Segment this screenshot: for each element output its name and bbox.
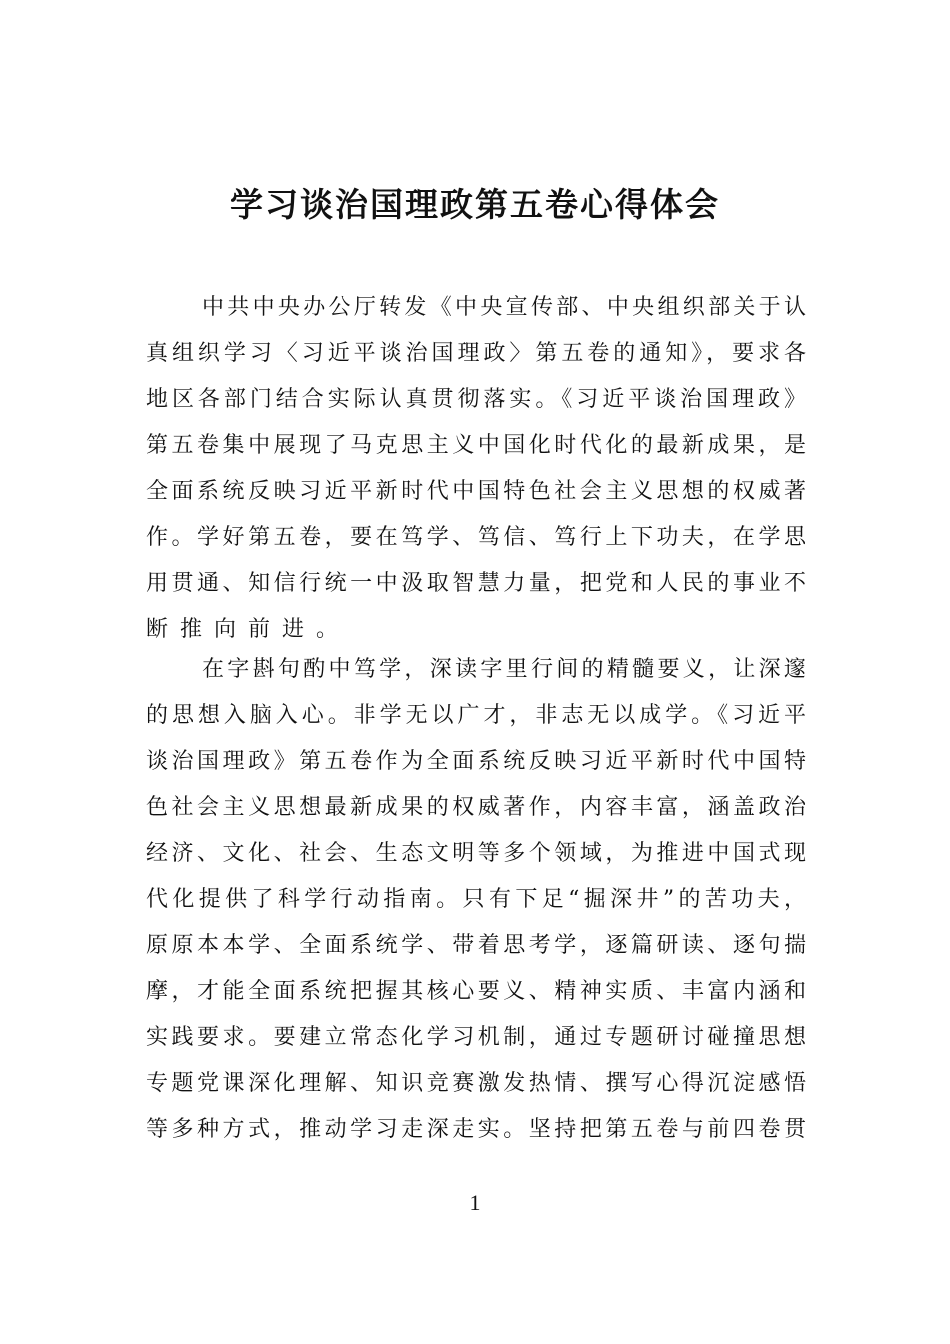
text-line: 全面系统反映习近平新时代中国特色社会主义思想的权威著 bbox=[146, 479, 806, 504]
text-line: 中共中央办公厅转发《中央宣传部、中央组织部关于认 bbox=[202, 295, 806, 320]
text-line: 专题党课深化理解、知识竞赛激发热情、撰写心得沉淀感悟 bbox=[146, 1071, 806, 1096]
text-line: 原原本本学、全面系统学、带着思考学，逐篇研读、逐句揣 bbox=[146, 933, 806, 958]
text-line: 实践要求。要建立常态化学习机制，通过专题研讨碰撞思想 bbox=[146, 1025, 806, 1050]
paragraph-2 bbox=[146, 647, 806, 1153]
page-number: 1 bbox=[469, 1190, 481, 1215]
text-line: 地区各部门结合实际认真贯彻落实。《习近平谈治国理政》 bbox=[146, 387, 806, 412]
text-line: 代化提供了科学行动指南。只有下足“掘深井”的苦功夫， bbox=[146, 887, 806, 912]
text-line: 在字斟句酌中笃学，深读字里行间的精髓要义，让深邃 bbox=[202, 657, 806, 682]
paragraph-1 bbox=[146, 285, 806, 653]
text-line: 用贯通、知信行统一中汲取智慧力量，把党和人民的事业不 bbox=[146, 571, 806, 596]
text-line: 真组织学习〈习近平谈治国理政〉第五卷的通知》，要求各 bbox=[146, 341, 806, 366]
text-line: 第五卷集中展现了马克思主义中国化时代化的最新成果，是 bbox=[146, 433, 806, 458]
text-line: 色社会主义思想最新成果的权威著作，内容丰富，涵盖政治 bbox=[146, 795, 806, 820]
text-line: 经济、文化、社会、生态文明等多个领域，为推进中国式现 bbox=[146, 841, 806, 866]
text-line: 摩，才能全面系统把握其核心要义、精神实质、丰富内涵和 bbox=[146, 979, 806, 1004]
text-line: 谈治国理政》第五卷作为全面系统反映习近平新时代中国特 bbox=[146, 749, 806, 774]
text-line: 的思想入脑入心。非学无以广才，非志无以成学。《习近平 bbox=[146, 703, 806, 728]
text-line: 作。学好第五卷，要在笃学、笃信、笃行上下功夫，在学思 bbox=[146, 525, 806, 550]
text-line: 断推向前进。 bbox=[146, 617, 351, 642]
document-title: 学习谈治国理政第五卷心得体会 bbox=[230, 185, 720, 224]
text-line: 等多种方式，推动学习走深走实。坚持把第五卷与前四卷贯 bbox=[146, 1117, 806, 1142]
